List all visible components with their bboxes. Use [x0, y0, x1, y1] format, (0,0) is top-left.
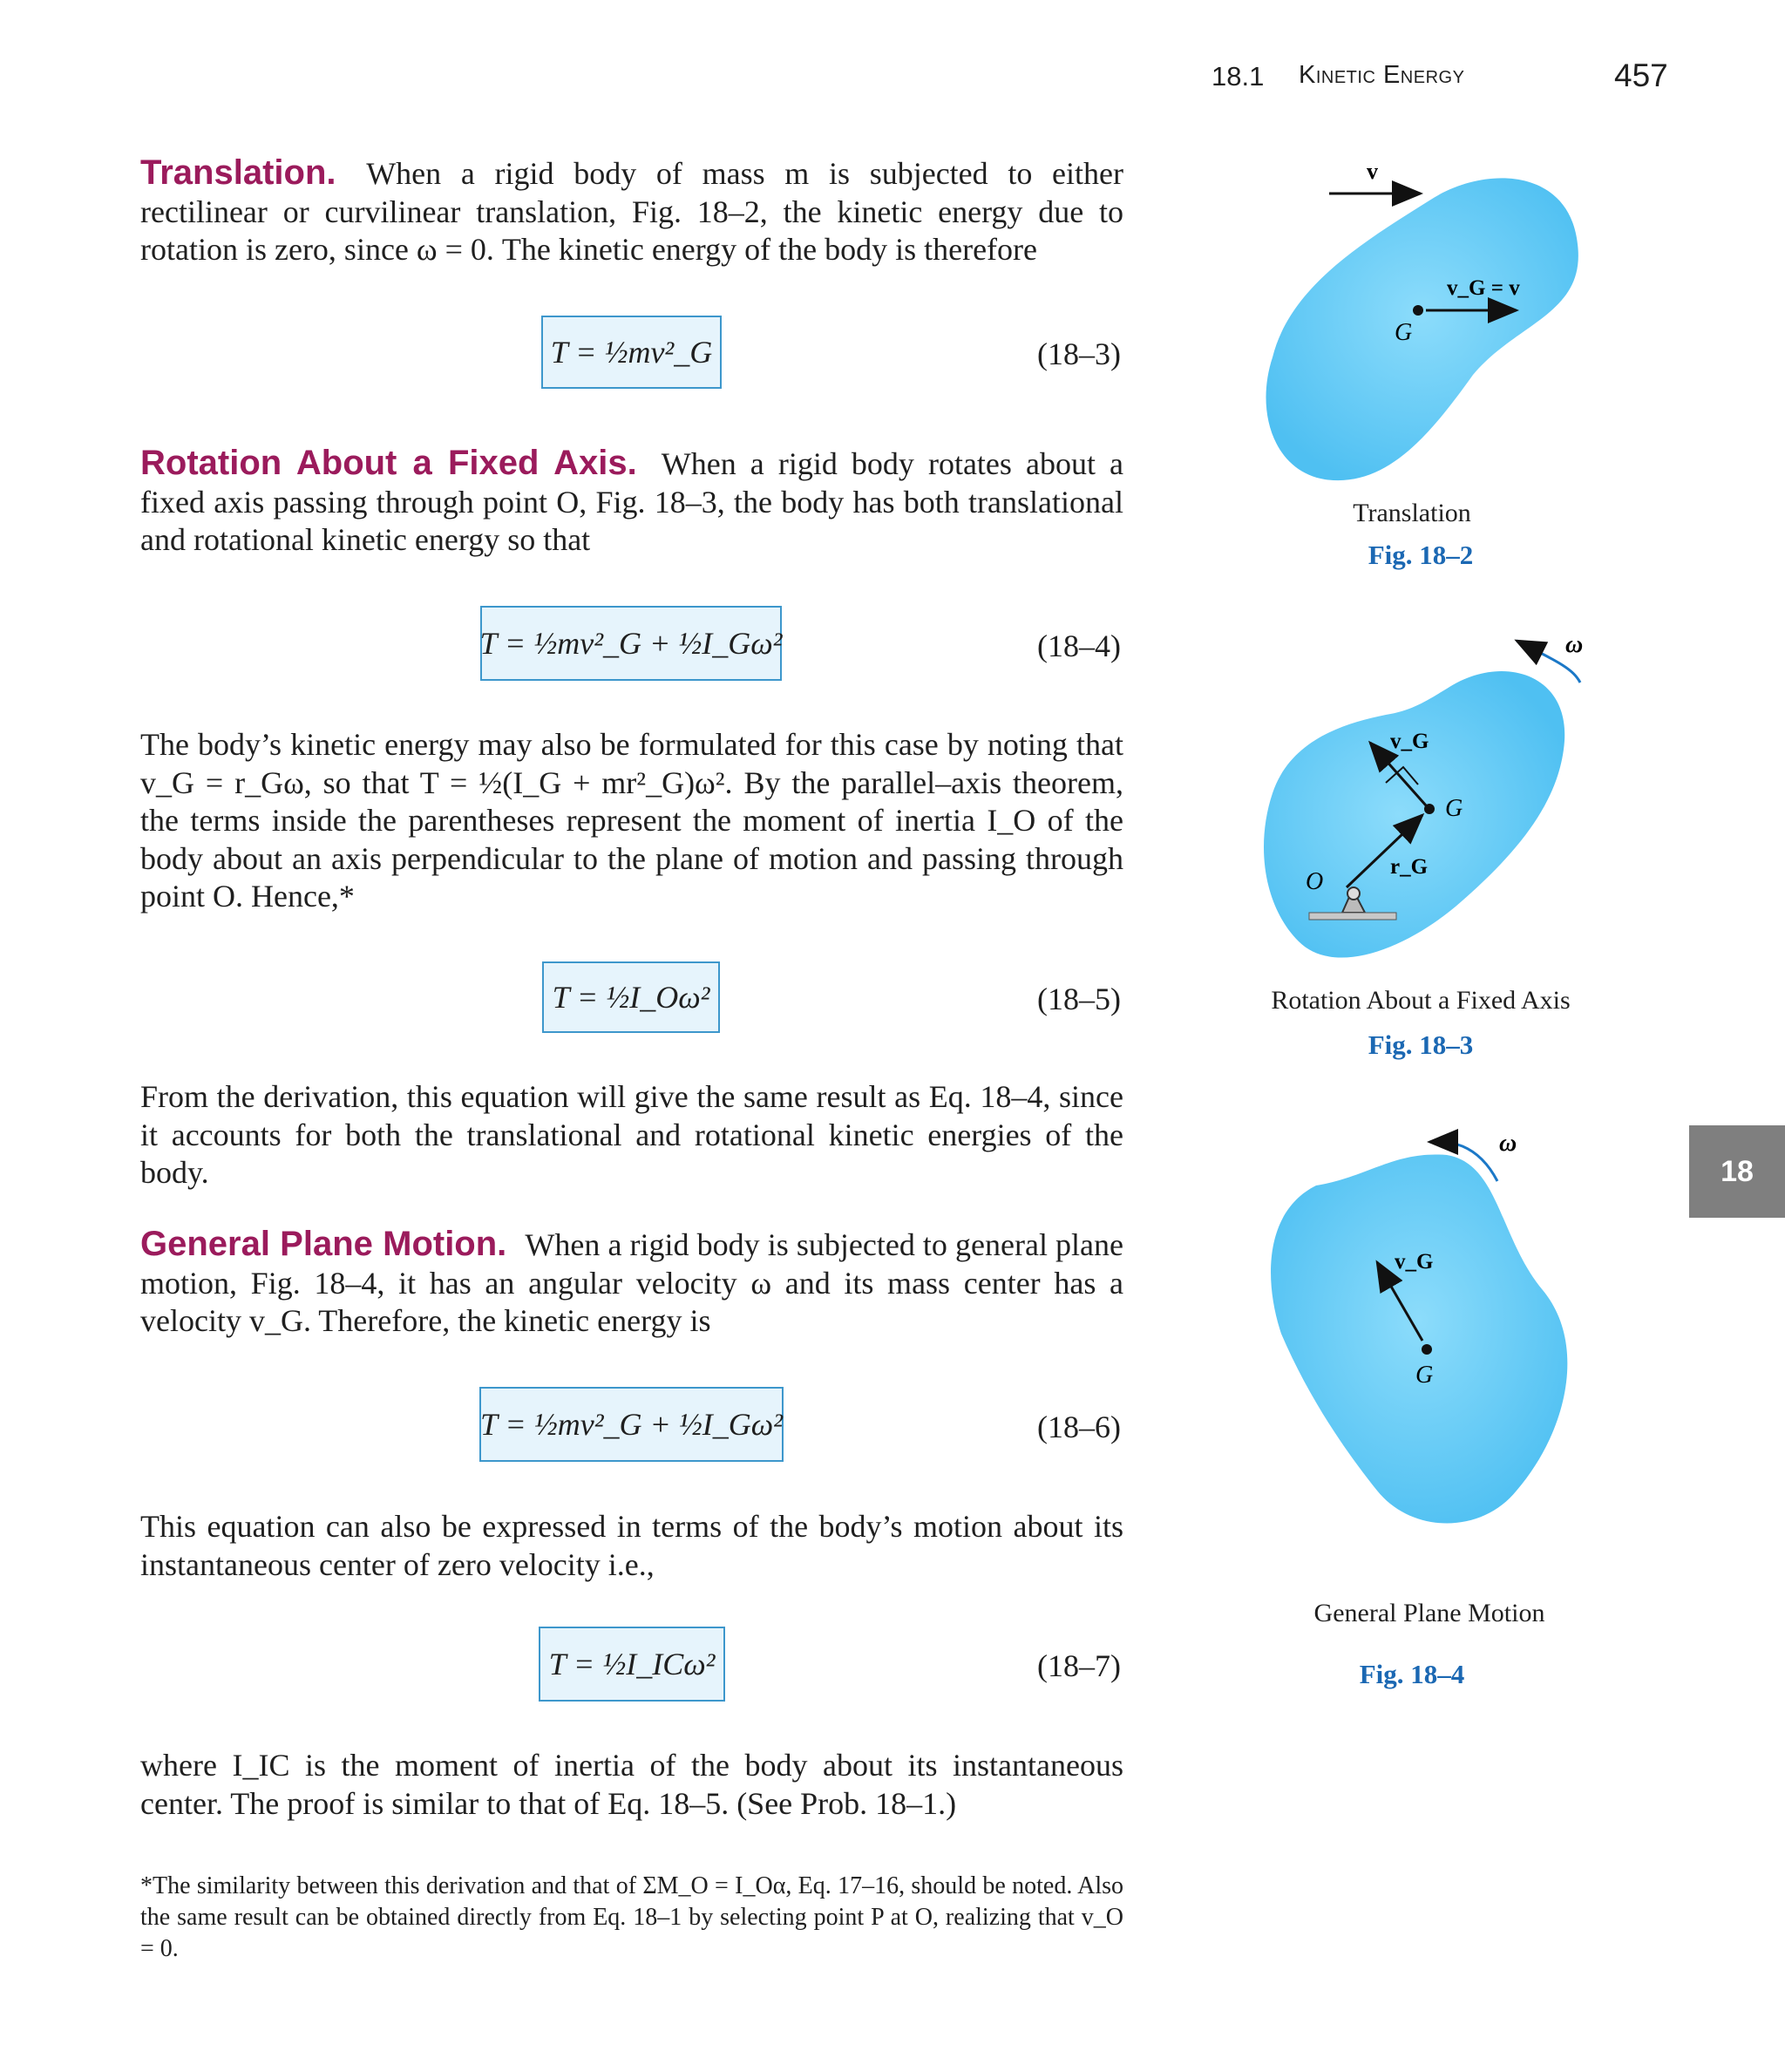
equation-18-4-number: (18–4) — [1037, 628, 1121, 663]
equation-18-3-text: T = ½mv²_G — [550, 335, 713, 370]
section-number: 18.1 — [1211, 61, 1265, 92]
figure-18-2-caption: Translation — [1353, 499, 1471, 527]
equation-18-7-number: (18–7) — [1037, 1648, 1121, 1683]
general-paragraph-3 — [140, 1747, 1123, 1823]
equation-18-6-text: T = ½mv²_G + ½I_Gω² — [480, 1407, 783, 1442]
rotation-paragraph-2 — [140, 726, 1123, 916]
equation-18-6-number: (18–6) — [1037, 1410, 1121, 1444]
equation-18-5-text: T = ½I_Oω² — [552, 980, 710, 1015]
figure-18-4-caption: General Plane Motion — [1313, 1599, 1545, 1627]
rotation-heading: Rotation About a Fixed Axis. — [140, 444, 637, 482]
general-paragraph — [140, 1226, 1123, 1341]
rotation-text-2: The body’s kinetic energy may also be formulated for this case by noting that v_G = r_Gω, so that T = ½(I_G + mr²_G)ω². By the parallel–axis theorem, the terms inside the parentheses represent the moment of inertia I_O of the body about an axis perpendicular to the plane of motion and passing through point O. Hence,* — [140, 727, 1123, 914]
rotation-text-3: From the derivation, this equation will give the same result as Eq. 18–4, since it accounts for both the translational and rotational kinetic energies of the body. — [140, 1079, 1123, 1190]
general-text-2: This equation can also be expressed in terms of the body’s motion about its instantaneous center of zero velocity i.e., — [140, 1509, 1123, 1582]
figure-18-4-diagram — [1238, 1116, 1586, 1552]
figure-18-3-caption: Rotation About a Fixed Axis — [1271, 986, 1571, 1015]
equation-18-5 — [542, 961, 720, 1033]
equation-18-7 — [539, 1627, 725, 1702]
footnote-text: *The similarity between this derivation and that of ΣM_O = I_Oα, Eq. 17–16, should be noted. Also the same result can be obtained directly from Eq. 18–1 by selecting point P at O, realizing that v_O = 0. — [140, 1872, 1123, 1962]
position-label-rg: r_G — [1390, 855, 1429, 879]
pivot-label-o: O — [1306, 868, 1324, 895]
general-text-3: where I_IC is the moment of inertia of the body about its instantaneous center. The proof is similar to that of Eq. 18–5. (See Prob. 18–1.) — [140, 1748, 1123, 1821]
general-heading: General Plane Motion. — [140, 1225, 507, 1263]
rotation-paragraph-3 — [140, 1078, 1123, 1192]
figure-18-3-diagram — [1238, 628, 1604, 976]
velocity-label-vg: v_G = v — [1447, 276, 1520, 300]
mass-center-dot — [1413, 305, 1423, 316]
rigid-body-shape — [1271, 1154, 1567, 1523]
equation-18-4 — [480, 606, 782, 681]
mass-center-label: G — [1445, 795, 1463, 822]
rigid-body-shape — [1266, 178, 1578, 480]
equation-18-3-number: (18–3) — [1037, 336, 1121, 371]
section-title: Kinetic Energy — [1299, 61, 1465, 89]
equation-18-6 — [479, 1387, 784, 1462]
mass-center-label: G — [1395, 319, 1413, 346]
rotation-paragraph — [140, 445, 1123, 560]
figure-18-4-label: Fig. 18–4 — [1359, 1659, 1465, 1689]
velocity-label-v: v — [1367, 159, 1378, 184]
figure-18-2-label: Fig. 18–2 — [1368, 540, 1474, 570]
translation-heading: Translation. — [140, 153, 336, 192]
angular-velocity-label: ω — [1565, 631, 1584, 658]
velocity-label-vg: v_G — [1390, 730, 1429, 753]
equation-18-4-text: T = ½mv²_G + ½I_Gω² — [479, 626, 783, 661]
equation-18-5-number: (18–5) — [1037, 982, 1121, 1016]
figure-18-3-label: Fig. 18–3 — [1368, 1029, 1474, 1060]
general-text: When a rigid body is subjected to general plane motion, Fig. 18–4, it has an angular velocity ω and its mass center has a velocity v_G. Therefore, the kinetic energy is — [140, 1227, 1124, 1338]
mass-center-dot — [1422, 1344, 1432, 1355]
angular-velocity-label: ω — [1499, 1130, 1517, 1157]
mass-center-label: G — [1415, 1362, 1434, 1389]
footnote — [140, 1871, 1123, 1965]
equation-18-3 — [541, 316, 722, 389]
translation-paragraph — [140, 154, 1123, 269]
velocity-label-vg: v_G — [1395, 1250, 1434, 1274]
page-number: 457 — [1614, 58, 1668, 93]
equation-18-7-text: T = ½I_ICω² — [548, 1647, 716, 1681]
rotation-text: When a rigid body rotates about a fixed axis passing through point O, Fig. 18–3, the body has both translational and rotational kinetic energy so that — [140, 446, 1123, 557]
translation-text: When a rigid body of mass m is subjected to either rectilinear or curvilinear translation, Fig. 18–2, the kinetic energy due to rotation is zero, since ω = 0. The kinetic energy of the body is therefore — [140, 156, 1123, 267]
general-paragraph-2 — [140, 1508, 1123, 1584]
figure-18-2-diagram — [1255, 148, 1604, 514]
chapter-tab: 18 — [1689, 1125, 1785, 1218]
